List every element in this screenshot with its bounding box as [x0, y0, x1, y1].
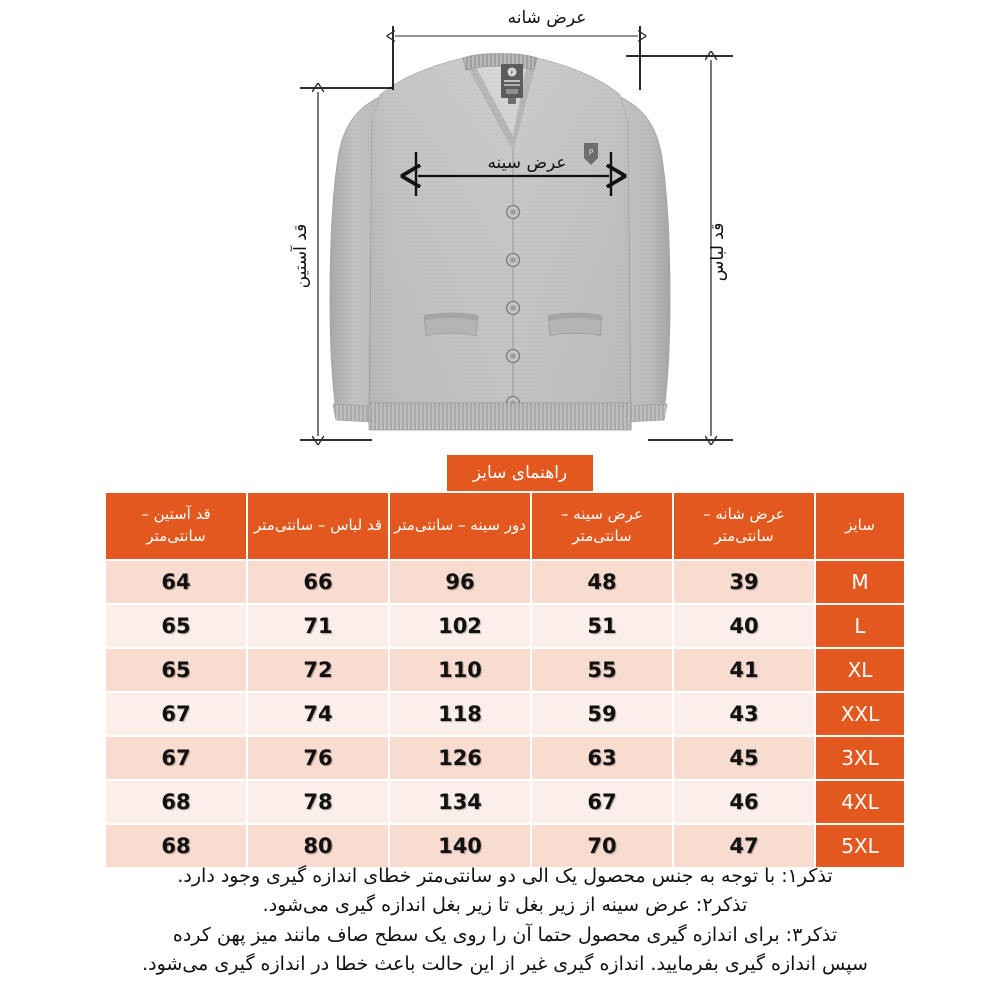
table-row: [106, 649, 904, 691]
cell-chest-width: 59: [532, 693, 672, 735]
cell-chest-width: 63: [532, 737, 672, 779]
table-row: [106, 781, 904, 823]
cell-chest-round: 110: [390, 649, 530, 691]
column-header-garment-length: قد لباس – سانتی‌متر: [248, 493, 388, 559]
sleeve-length-label: قد آستین: [291, 223, 311, 289]
svg-text:P: P: [588, 148, 594, 157]
cell-chest-width: 51: [532, 605, 672, 647]
cell-chest-round: 96: [390, 561, 530, 603]
table-row: [106, 561, 904, 603]
brand-tag-icon: [501, 64, 523, 104]
column-header-shoulder-width: عرض شانه – سانتی‌متر: [674, 493, 814, 559]
chest-width-label: عرض سینه: [487, 153, 567, 173]
cell-sleeve-length: 67: [106, 693, 246, 735]
cell-sleeve-length: 68: [106, 825, 246, 867]
cell-size: 5XL: [816, 825, 904, 867]
cell-sleeve-length: 64: [106, 561, 246, 603]
cell-garment-length: 66: [248, 561, 388, 603]
garment-length-label: قد لباس: [708, 222, 728, 282]
cell-garment-length: 74: [248, 693, 388, 735]
table-row: [106, 693, 904, 735]
size-table: [104, 491, 906, 869]
svg-text:P: P: [510, 70, 514, 77]
cell-shoulder-width: 43: [674, 693, 814, 735]
shoulder-width-label: عرض شانه: [507, 8, 587, 28]
cell-garment-length: 78: [248, 781, 388, 823]
cell-sleeve-length: 65: [106, 605, 246, 647]
column-header-chest-round: دور سینه – سانتی‌متر: [390, 493, 530, 559]
note-line-1: تذکر۱: با توجه به جنس محصول یک الی دو سانتی‌متر خطای اندازه گیری وجود دارد.: [177, 865, 833, 887]
cell-chest-round: 118: [390, 693, 530, 735]
cell-garment-length: 71: [248, 605, 388, 647]
cell-shoulder-width: 45: [674, 737, 814, 779]
cell-garment-length: 72: [248, 649, 388, 691]
cell-chest-width: 70: [532, 825, 672, 867]
cell-shoulder-width: 40: [674, 605, 814, 647]
cell-chest-round: 126: [390, 737, 530, 779]
cell-size: M: [816, 561, 904, 603]
cell-shoulder-width: 46: [674, 781, 814, 823]
cell-sleeve-length: 65: [106, 649, 246, 691]
cell-chest-width: 55: [532, 649, 672, 691]
note-line-3: تذکر۳: برای اندازه گیری محصول حتما آن را روی یک سطح صاف مانند میز پهن کرده: [172, 923, 838, 946]
cell-shoulder-width: 47: [674, 825, 814, 867]
table-header-row: [106, 493, 904, 559]
measurement-diagram: [0, 0, 1000, 450]
cell-chest-round: 140: [390, 825, 530, 867]
column-header-size: سایز: [816, 493, 904, 559]
cell-size: XL: [816, 649, 904, 691]
cell-shoulder-width: 39: [674, 561, 814, 603]
notes-block: [60, 862, 950, 980]
column-header-sleeve-length: قد آستین – سانتی‌متر: [106, 493, 246, 559]
size-guide-title: راهنمای سایز: [447, 455, 593, 491]
table-row: [106, 825, 904, 867]
cell-chest-round: 134: [390, 781, 530, 823]
cell-chest-width: 67: [532, 781, 672, 823]
note-line-4: سپس اندازه گیری بفرمایید. اندازه گیری غیر از این حالت باعث خطا در اندازه گیری می‌شود.: [142, 953, 868, 976]
cell-chest-width: 48: [532, 561, 672, 603]
cell-size: L: [816, 605, 904, 647]
cell-sleeve-length: 67: [106, 737, 246, 779]
column-header-chest-width: عرض سینه – سانتی‌متر: [532, 493, 672, 559]
pocket-right: [548, 313, 602, 336]
cardigan-illustration: [330, 50, 670, 440]
cell-size: 4XL: [816, 781, 904, 823]
cell-shoulder-width: 41: [674, 649, 814, 691]
cell-size: 3XL: [816, 737, 904, 779]
cell-chest-round: 102: [390, 605, 530, 647]
table-row: [106, 737, 904, 779]
note-line-2: تذکر۲: عرض سینه از زیر بغل تا زیر بغل اندازه گیری می‌شود.: [262, 894, 748, 917]
pocket-left: [424, 313, 478, 336]
cell-garment-length: 76: [248, 737, 388, 779]
cell-size: XXL: [816, 693, 904, 735]
table-row: [106, 605, 904, 647]
cell-sleeve-length: 68: [106, 781, 246, 823]
cell-garment-length: 80: [248, 825, 388, 867]
